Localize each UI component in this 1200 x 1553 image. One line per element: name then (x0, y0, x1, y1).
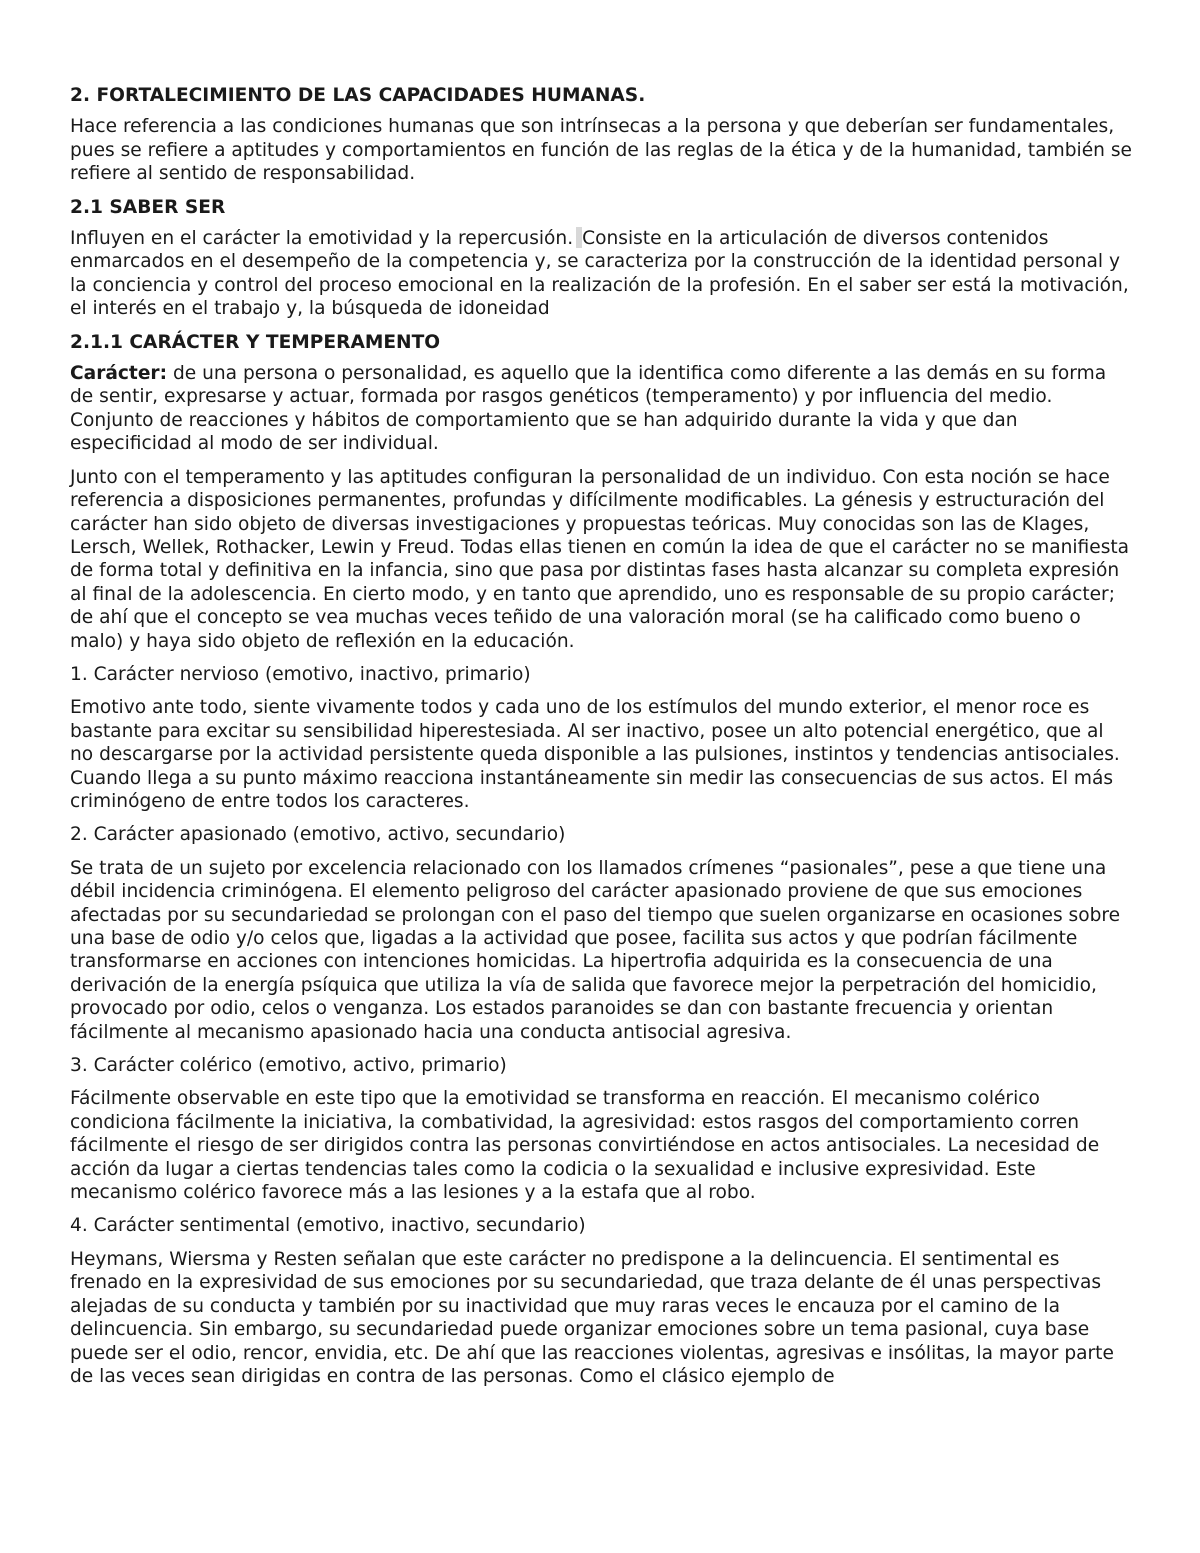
list-item-nervioso: 1. Carácter nervioso (emotivo, inactivo, primario) (70, 663, 531, 685)
paragraph-sentimental: Heymans, Wiersma y Resten señalan que este carácter no predispone a la delincuencia. El sentimental es frenado en la expresividad de sus emociones por su secundariedad, que traza delante de él unas perspectivas alejadas de su conducta y también por su inactividad que muy raras veces le encauza por el camino de la delincuencia. Sin embargo, su secundariedad puede organizar emociones sobre un tema pasional, cuya base puede ser el odio, rencor, envidia, etc. De ahí que las reacciones violentas, agresivas e insólitas, la mayor parte de las veces sean dirigidas en contra de las personas. Como el clásico ejemplo de (70, 1248, 1114, 1387)
heading-fortalecimiento: 2. FORTALECIMIENTO DE LAS CAPACIDADES HUMANAS. (70, 85, 646, 106)
paragraph-saber-ser (70, 227, 1132, 321)
document-page (70, 84, 1132, 1398)
heading-caracter-temperamento: 2.1.1 CARÁCTER Y TEMPERAMENTO (70, 331, 441, 353)
paragraph-saber-ser-first: Influyen en el carácter la emotividad y la repercusión. (70, 228, 574, 250)
paragraph-apasionado: Se trata de un sujeto por excelencia relacionado con los llamados crímenes “pasionales”, pese a que tiene una débil incidencia criminógena. El elemento peligroso del carácter apasionado proviene de que sus emociones afectadas por su secundariedad se prolongan con el paso del tiempo que suelen organizarse en ocasiones sobre una base de odio y/o celos que, ligadas a la actividad que posee, facilita sus actos y que podrían fácilmente transformarse en acciones con intenciones homicidas. La hipertrofia adquirida es la consecuencia de una derivación de la energía psíquica que utiliza la vía de salida que favorece mejor la perpetración del homicidio, provocado por odio, celos o venganza. Los estados paranoides se dan con bastante frecuencia y orientan fácilmente al mecanismo apasionado hacia una conducta antisocial agresiva. (70, 857, 1121, 1043)
paragraph-saber-ser-rest: Consiste en la articulación de diversos contenidos enmarcados en el desempeño de la competencia y, se caracteriza por la construcción de la identidad personal y la conciencia y control del proceso emocional en la realización de la profesión. En el saber ser está la motivación, el interés en el trabajo y, la búsqueda de idoneidad (70, 228, 1129, 320)
list-item-apasionado: 2. Carácter apasionado (emotivo, activo, secundario) (70, 824, 566, 846)
list-item-sentimental: 4. Carácter sentimental (emotivo, inactivo, secundario) (70, 1215, 586, 1237)
paragraph-colerico: Fácilmente observable en este tipo que la emotividad se transforma en reacción. El mecanismo colérico condiciona fácilmente la iniciativa, la combatividad, la agresividad: estos rasgos del comportamiento corren fácilmente el riesgo de ser dirigidos contra las personas convirtiéndose en actos antisociales. La necesidad de acción da lugar a ciertas tendencias tales como la codicia o la sexualidad e inclusive expresividad. Este mecanismo colérico favorece más a las lesiones y a la estafa que al robo. (70, 1088, 1100, 1204)
paragraph-personalidad: Junto con el temperamento y las aptitudes configuran la personalidad de un individuo. Con esta noción se hace referencia a disposiciones permanentes, profundas y difícilmente modificables. La génesis y estructuración del carácter han sido objeto de diversas investigaciones y propuestas teóricas. Muy conocidas son las de Klages, Lersch, Wellek, Rothacker, Lewin y Freud. Todas ellas tienen en común la idea de que el carácter no se manifiesta de forma total y definitiva en la infancia, sino que pasa por distintas fases hasta alcanzar su completa expresión al final de la adolescencia. En cierto modo, y en tanto que aprendido, uno es responsable de su propio carácter; de ahí que el concepto se vea muchas veces teñido de una valoración moral (se ha calificado como bueno o malo) y haya sido objeto de reflexión en la educación. (70, 466, 1130, 652)
caracter-definition-text: de una persona o personalidad, es aquello que la identifica como diferente a las demás en su forma de sentir, expresarse y actuar, formada por rasgos genéticos (temperamento) y por influencia del medio. Conjunto de reacciones y hábitos de comportamiento que se han adquirido durante la vida y que dan especificidad al modo de ser individual. (70, 363, 1107, 455)
caracter-label: Carácter: (70, 363, 168, 385)
paragraph-intro: Hace referencia a las condiciones humanas que son intrínsecas a la persona y que deberían ser fundamentales, pues se refiere a aptitudes y comportamientos en función de las reglas de la ética y de la humanidad, también se refiere al sentido de responsabilidad. (70, 116, 1132, 185)
list-item-colerico: 3. Carácter colérico (emotivo, activo, primario) (70, 1055, 507, 1077)
heading-saber-ser: 2.1 SABER SER (70, 196, 226, 218)
paragraph-nervioso: Emotivo ante todo, siente vivamente todos y cada uno de los estímulos del mundo exterior, el menor roce es bastante para excitar su sensibilidad hiperestesiada. Al ser inactivo, posee un alto potencial energético, que al no descargarse por la actividad persistente queda disponible a las pulsiones, instintos y tendencias antisociales. Cuando llega a su punto máximo reacciona instantáneamente sin medir las consecuencias de sus actos. El más criminógeno de entre todos los caracteres. (70, 697, 1120, 812)
paragraph-caracter-definition (70, 362, 1132, 456)
